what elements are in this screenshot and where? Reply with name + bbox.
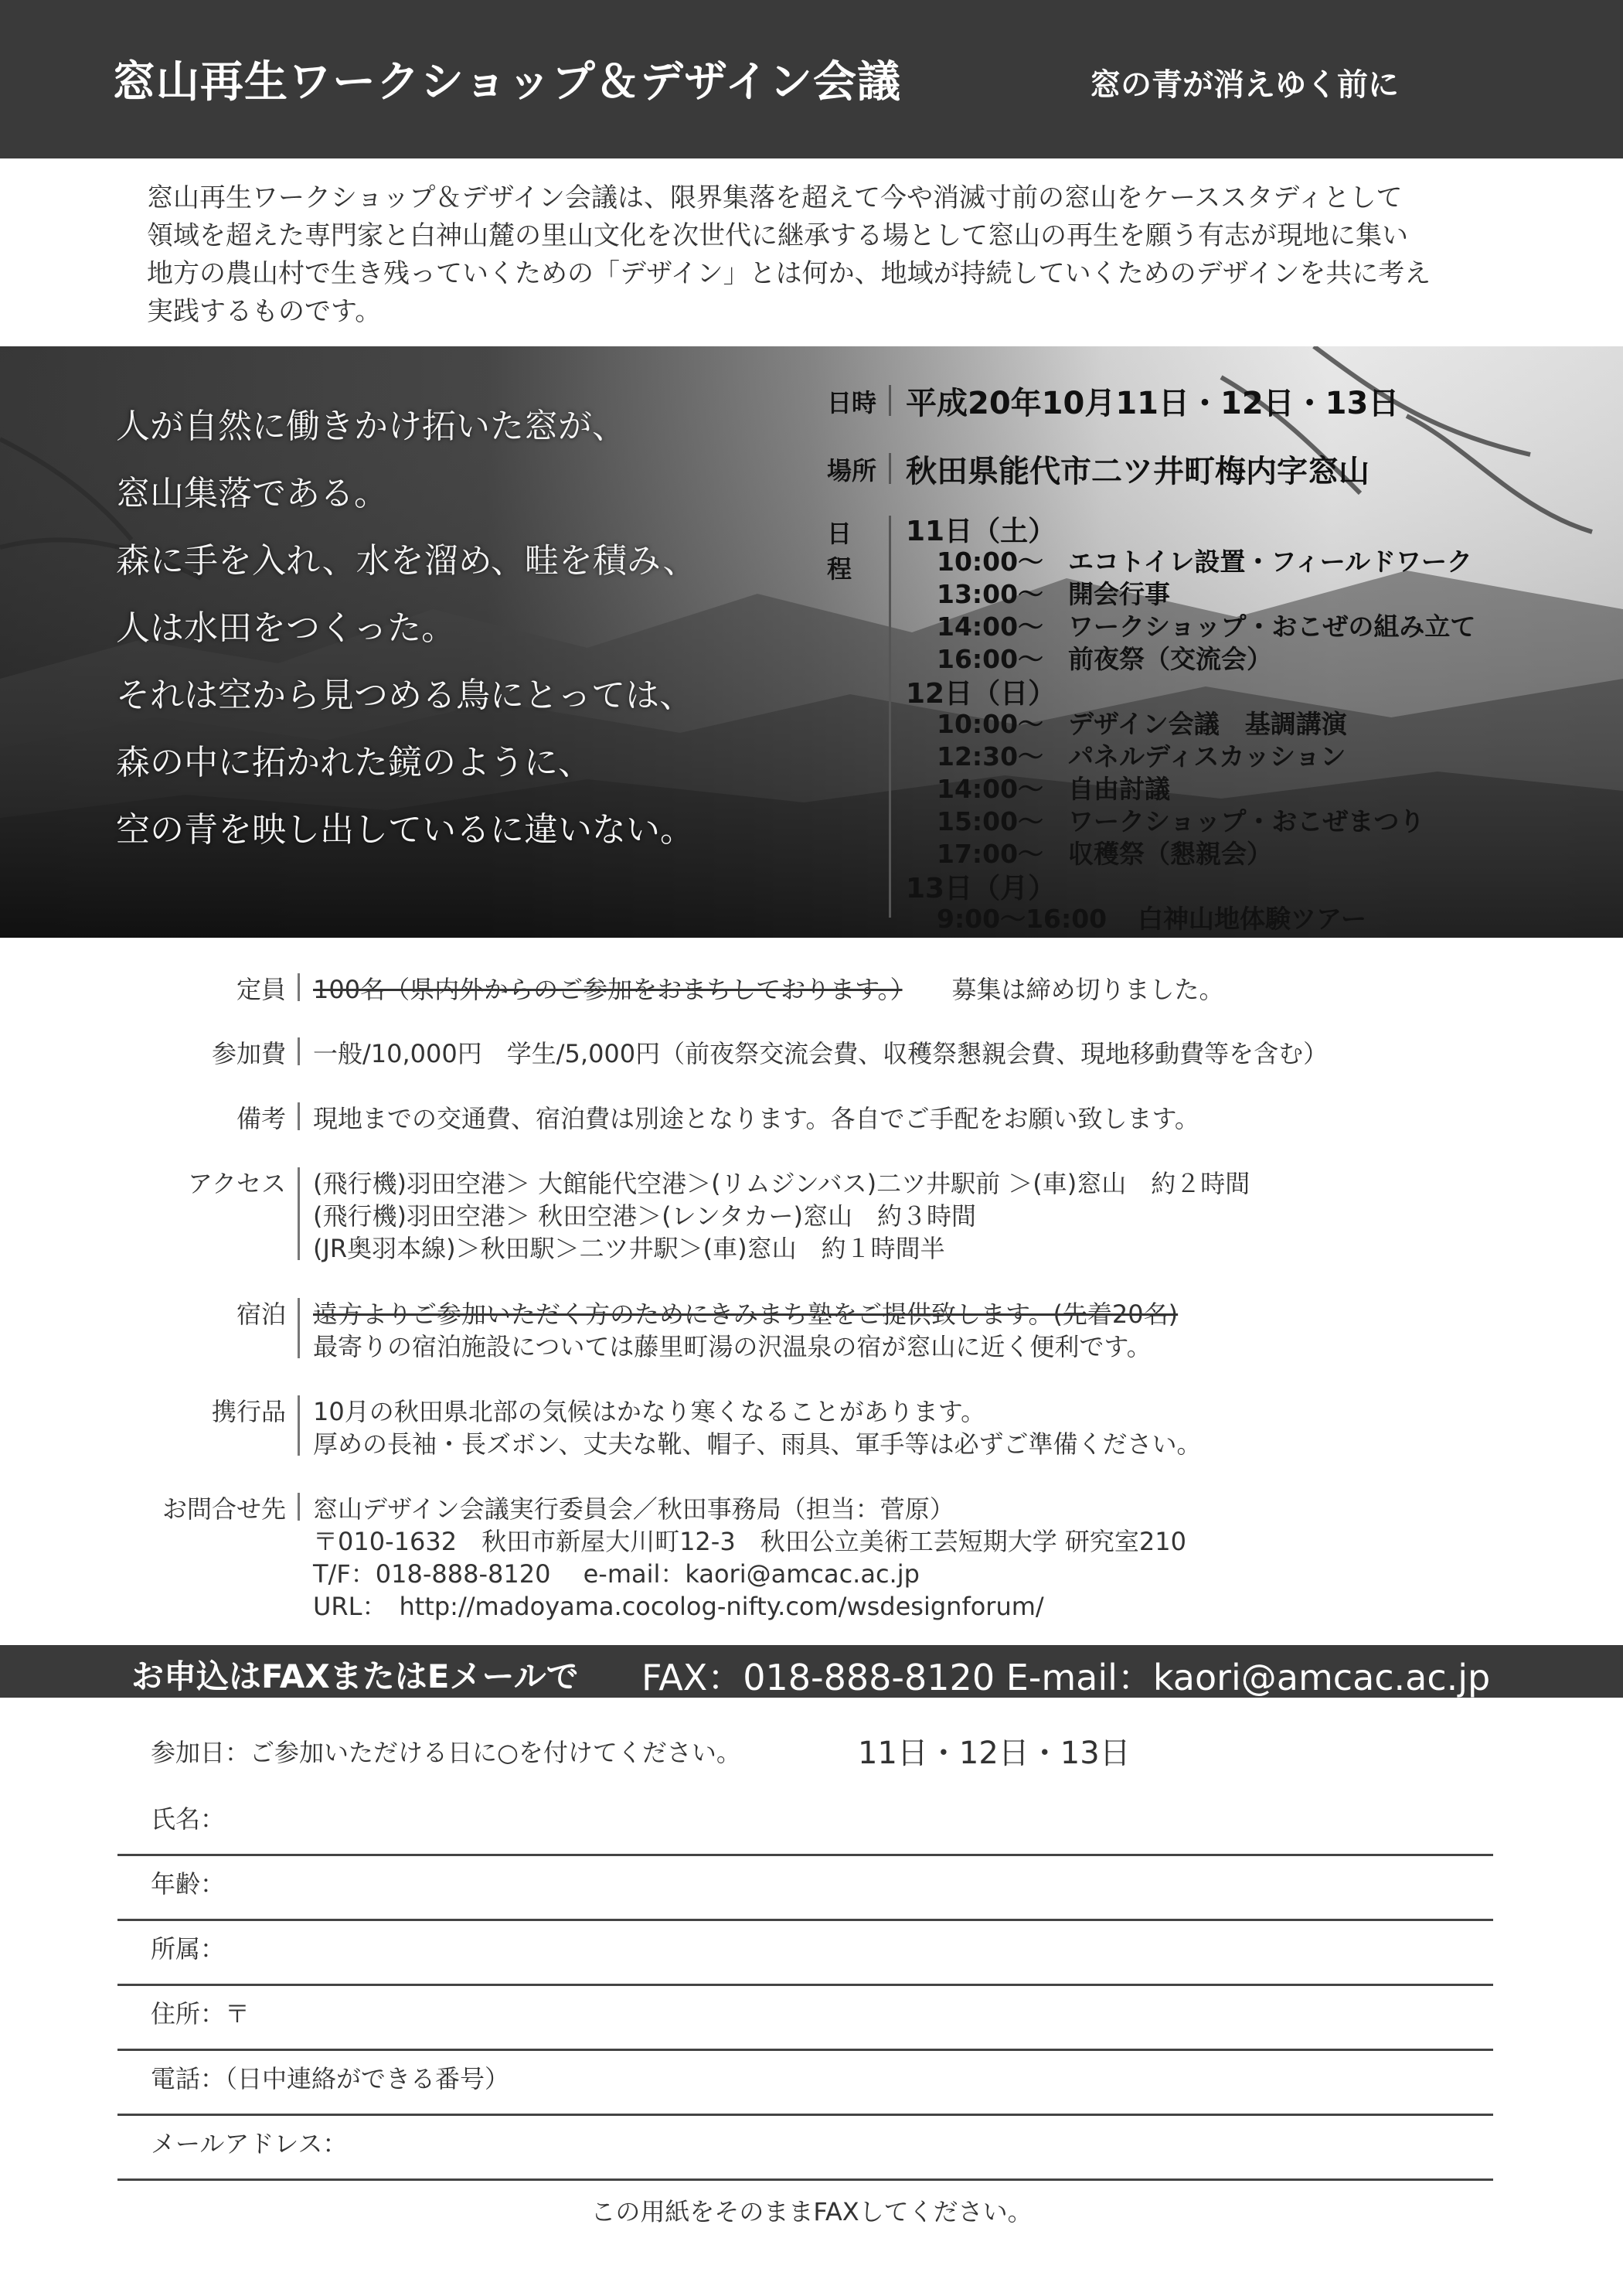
divider [889,516,891,918]
divider [298,1102,300,1130]
affiliation-field-line[interactable] [117,1984,1493,1986]
access-line: (飛行機)羽田空港＞ 秋田空港＞(レンタカー)窓山 約３時間 [313,1201,977,1231]
divider [298,1493,300,1521]
attend-label: 参加日：ご参加いただける日に○を付けてください。 [151,1738,741,1767]
place-label: 場所 [827,456,877,485]
page-subtitle: 窓の青が消えゆく前に [1090,67,1399,103]
fax-lead: お申込はFAXまたはEメールで [131,1657,579,1695]
poem-line: 空の青を映し出しているに違いない。 [116,810,694,850]
attend-days[interactable]: 11日・12日・13日 [858,1736,1131,1771]
intro-line: 地方の農山村で生き残っていくための「デザイン」とは何か、地域が持続していくためのデザインを共に考え [147,258,1431,289]
divider [889,385,891,416]
divider [889,453,891,484]
address-field-label: 住所：〒 [151,1999,250,2029]
lodging-struck: 遠方よりご参加いただく方のためにきみまち塾をご提供致します。(先着20名) [313,1300,1179,1329]
contact-label: お問合せ先 [162,1494,286,1524]
remarks-value: 現地までの交通費、宿泊費は別途となります。各自でご手配をお願い致します。 [313,1104,1199,1133]
intro-text [147,179,1507,331]
lodging-label: 宿泊 [236,1300,286,1329]
place-value: 秋田県能代市二ツ井町梅内字窓山 [906,454,1370,489]
fax-bar [0,1645,1623,1698]
lodging-line: 最寄りの宿泊施設については藤里町湯の沢温泉の宿が窓山に近く便利です。 [313,1332,1152,1361]
divider [298,973,300,1001]
date-label: 日時 [827,388,877,417]
page-title: 窓山再生ワークショップ＆デザイン会議 [112,57,901,107]
affiliation-field-label: 所属： [151,1934,226,1964]
name-field-label: 氏名： [151,1804,226,1834]
poem [116,393,697,864]
access-line: (飛行機)羽田空港＞ 大館能代空港＞(リムジンバス)二ツ井駅前 ＞(車)窓山 約２時間 [313,1169,1250,1198]
contact-url: URL： http://madoyama.cocolog-nifty.com/wsdesignforum/ [313,1592,1044,1621]
poem-line: 森に手を入れ、水を溜め、畦を積み、 [116,541,697,581]
phone-field-line[interactable] [117,2114,1493,2116]
intro-line: 実践するものです。 [147,296,382,327]
age-field-label: 年齢： [151,1869,226,1899]
application-form [0,1698,1623,2296]
access-label: アクセス [187,1169,286,1198]
capacity-struck: 100名（県内外からのご参加をおまちしております。） 募集は締め切りました。 [313,975,1224,1004]
divider [298,1037,300,1065]
access-line: (JR奥羽本線)＞秋田駅＞二ツ井駅＞(車)窓山 約１時間半 [313,1234,945,1263]
fee-label: 参加費 [211,1039,286,1068]
divider [298,1395,300,1456]
intro-line: 領域を超えた専門家と白神山麓の里山文化を次世代に継承する場として窓山の再生を願う有志が現地に集い [147,220,1408,251]
capacity-label: 定員 [236,975,286,1004]
contact-line: 窓山デザイン会議実行委員会／秋田事務局（担当：菅原） [313,1494,954,1524]
poem-line: 窓山集落である。 [116,474,388,513]
poem-line: 人は水田をつくった。 [116,608,456,648]
date-value: 平成20年10月11日・12日・13日 [906,386,1400,421]
address-field-line[interactable] [117,2049,1493,2051]
header-bar [0,0,1623,158]
fax-contact: FAX：018-888-8120 E-mail：kaori@amcac.ac.jp [641,1657,1491,1698]
poem-line: 人が自然に働きかけ拓いた窓が、 [116,407,626,446]
remarks-label: 備考 [236,1104,286,1133]
schedule-label: 日程 [827,519,852,584]
poem-line: 森の中に拓かれた鏡のように、 [116,743,592,782]
divider [298,1298,300,1358]
intro-line: 窓山再生ワークショップ＆デザイン会議は、限界集落を超えて今や消滅寸前の窓山をケーススタディとして [147,182,1403,213]
day-heading: 12日（日） [906,678,1056,710]
day-heading: 11日（土） [906,516,1056,547]
divider [298,1167,300,1260]
contact-line: T/F：018-888-8120 e-mail：kaori@amcac.ac.jp [313,1559,920,1589]
email-field-label: メールアドレス： [151,2129,348,2158]
form-footer-note: この用紙をそのままFAXしてください。 [590,2197,1033,2226]
phone-field-label: 電話：（日中連絡ができる番号） [151,2064,510,2093]
email-field-line[interactable] [117,2178,1493,2181]
belongings-label: 携行品 [211,1397,286,1426]
day-heading: 13日（月） [906,873,1056,904]
belongings-line: 厚めの長袖・長ズボン、丈夫な靴、帽子、雨具、軍手等は必ずご準備ください。 [313,1429,1202,1459]
age-field-line[interactable] [117,1919,1493,1921]
name-field-line[interactable] [117,1854,1493,1856]
landscape-banner: 人が自然に働きかけ拓いた窓が、 窓山集落である。 森に手を入れ、水を溜め、畦を積み、 人は水田をつくった。 それは空から見つめる鳥にとっては、 森の中に拓かれた鏡のように、 空の青を映し出しているに違いない。 日時 平成20年10月11日・12日・13日 場所 秋田県能代市二ツ井町梅内字窓山 日程 11日（土） 10:00〜 エコトイレ設置・フィールドワーク 13:00〜 開会行事 14:00〜 ワークショップ・おこぜの組み立て 16:00〜 前夜祭（交流会） 12日（日） 10:00〜 デザイン会議 基調講演 12:30〜 パネルディスカッション 14:00〜 自由討議 15:00〜 ワークショップ・おこぜまつり 17:00〜 収穫祭（懇親会） 13日（月） 9:00〜16:00 白神山地体験ツアー [0,346,1623,938]
belongings-line: 10月の秋田県北部の気候はかなり寒くなることがあります。 [313,1397,986,1426]
fee-value: 一般/10,000円 学生/5,000円（前夜祭交流会費、収穫祭懇親会費、現地移動費等を含む） [313,1039,1329,1068]
poem-line: それは空から見つめる鳥にとっては、 [116,676,694,715]
contact-line: 〒010-1632 秋田市新屋大川町12-3 秋田公立美術工芸短期大学 研究室210 [313,1527,1186,1556]
